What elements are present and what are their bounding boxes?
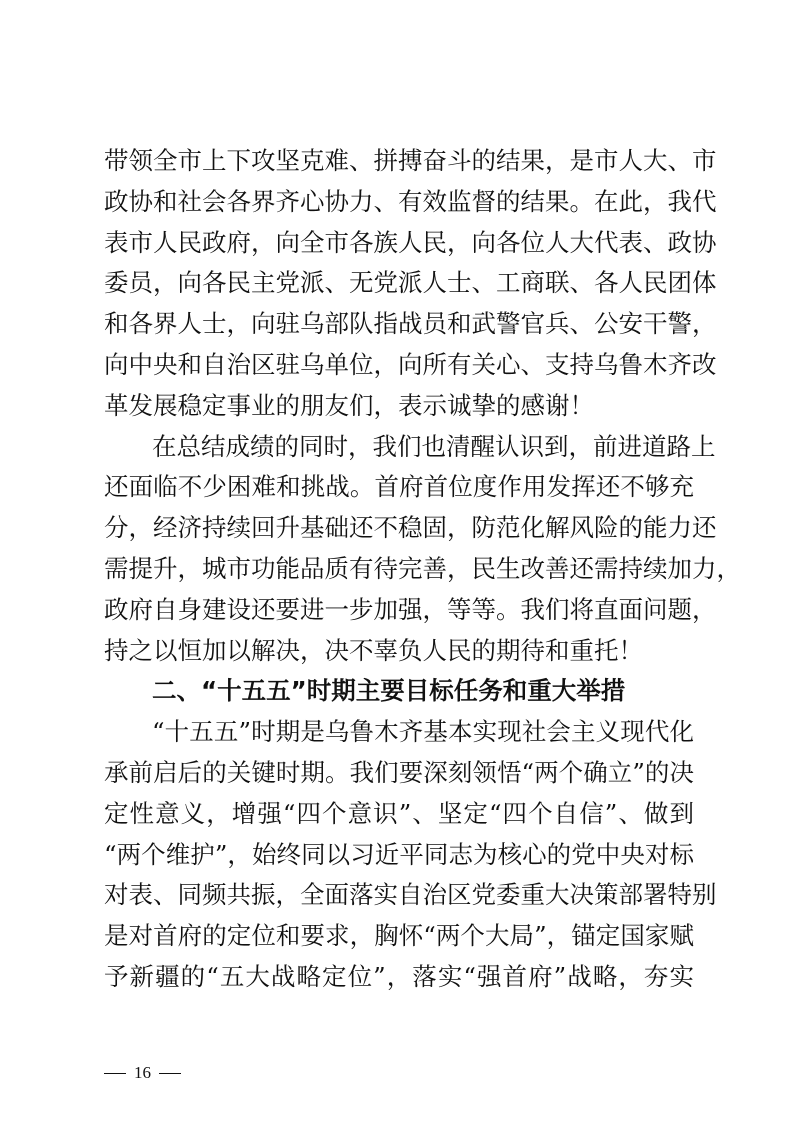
section-heading: 二、“十五五”时期主要目标任务和重大举措 xyxy=(152,676,626,706)
paragraph-line: 对表、同频共振，全面落实自治区党委重大决策部署特别 xyxy=(104,880,717,910)
paragraph-line: 是对首府的定位和要求，胸怀“两个大局”，锚定国家赋 xyxy=(104,921,694,951)
body-text xyxy=(104,141,741,998)
page-footer xyxy=(104,1063,181,1083)
paragraph-line: 予新疆的“五大战略定位”，落实“强首府”战略，夯实 xyxy=(104,961,694,991)
paragraph-line: 分，经济持续回升基础还不稳固，防范化解风险的能力还 xyxy=(104,513,717,543)
paragraph-line: 持之以恒加以解决，决不辜负人民的期待和重托！ xyxy=(104,635,643,665)
paragraph-line: 承前启后的关键时期。我们要深刻领悟“两个确立”的决 xyxy=(104,757,694,787)
footer-dash-right xyxy=(159,1073,181,1074)
paragraph-line: 政协和社会各界齐心协力、有效监督的结果。在此，我代 xyxy=(104,186,717,216)
paragraph-line: “两个维护”，始终同以习近平同志为核心的党中央对标 xyxy=(104,839,694,869)
paragraph-line: 委员，向各民主党派、无党派人士、工商联、各人民团体 xyxy=(104,268,717,298)
paragraph-line: 表市人民政府，向全市各族人民，向各位人大代表、政协 xyxy=(104,227,717,257)
paragraph-line: 向中央和自治区驻乌单位，向所有关心、支持乌鲁木齐改 xyxy=(104,349,717,379)
paragraph-line: 和各界人士，向驻乌部队指战员和武警官兵、公安干警， xyxy=(104,309,717,339)
footer-dash-left xyxy=(104,1073,126,1074)
paragraph-line: 定性意义，增强“四个意识”、坚定“四个自信”、做到 xyxy=(104,798,694,828)
paragraph-line: 还面临不少困难和挑战。首府首位度作用发挥还不够充 xyxy=(104,472,694,502)
paragraph-line: 在总结成绩的同时，我们也清醒认识到，前进道路上 xyxy=(152,431,716,461)
paragraph-line: 需提升，城市功能品质有待完善，民生改善还需持续加力， xyxy=(104,553,741,583)
paragraph-line: 带领全市上下攻坚克难、拼搏奋斗的结果，是市人大、市 xyxy=(104,146,717,175)
page-number: 16 xyxy=(134,1063,151,1082)
paragraph-line: 革发展稳定事业的朋友们，表示诚挚的感谢！ xyxy=(104,390,594,420)
paragraph-line: 政府自身建设还要进一步加强，等等。我们将直面问题， xyxy=(104,594,717,624)
paragraph-line: “十五五”时期是乌鲁木齐基本实现社会主义现代化 xyxy=(152,717,694,747)
